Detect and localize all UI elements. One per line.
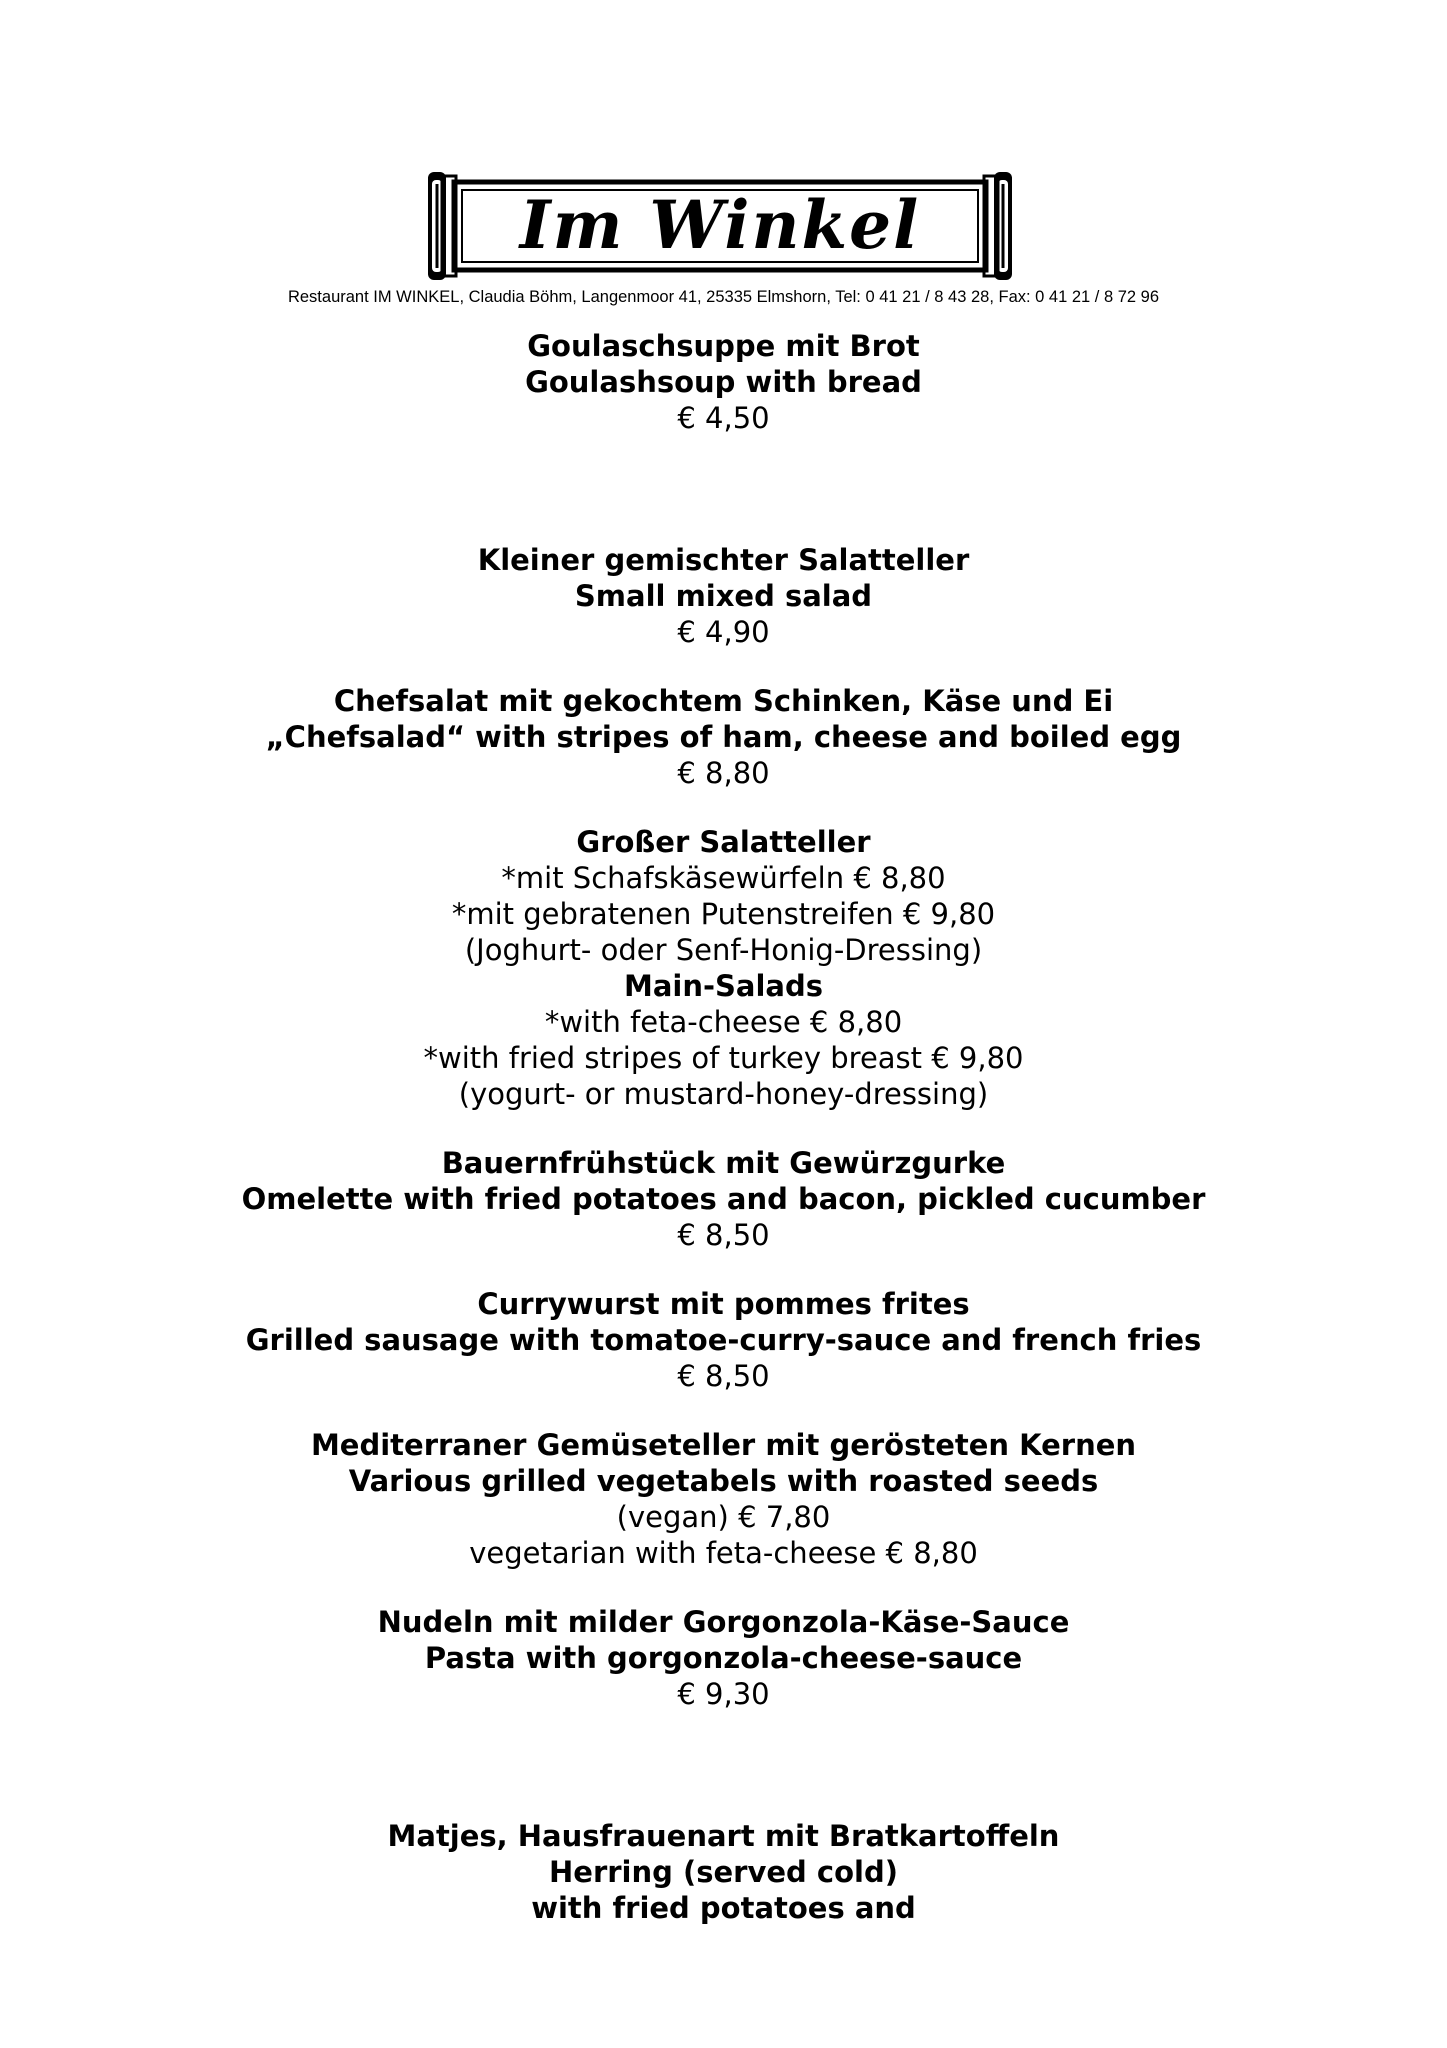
dish-title: Großer Salatteller bbox=[576, 825, 871, 859]
restaurant-logo bbox=[420, 168, 1020, 284]
dish-title: Matjes, Hausfrauenart mit Bratkartoffeln bbox=[387, 1819, 1060, 1853]
dish-detail: *with feta-cheese € 8,80 bbox=[544, 1005, 903, 1039]
dish-detail: *with fried stripes of turkey breast € 9,80 bbox=[423, 1041, 1024, 1075]
dish-title: Small mixed salad bbox=[574, 579, 873, 613]
dish-title: Goulashsoup with bread bbox=[525, 365, 922, 399]
dish-detail: vegetarian with feta-cheese € 8,80 bbox=[469, 1536, 978, 1570]
dish-detail: *mit gebratenen Putenstreifen € 9,80 bbox=[451, 897, 996, 931]
dish-detail: *mit Schafskäsewürfeln € 8,80 bbox=[501, 861, 946, 895]
dish-detail: € 8,50 bbox=[677, 1218, 770, 1252]
dish-title: Main-Salads bbox=[623, 969, 824, 1003]
menu-dish bbox=[0, 542, 1447, 650]
dish-detail: € 4,50 bbox=[677, 401, 770, 435]
svg-text:Im Winkel: Im Winkel bbox=[519, 186, 921, 264]
dish-title: „Chefsalad“ with stripes of ham, cheese and boiled egg bbox=[265, 720, 1182, 754]
menu-list bbox=[0, 328, 1447, 1926]
menu-dish bbox=[0, 824, 1447, 1112]
dish-detail: € 4,90 bbox=[677, 615, 770, 649]
menu-dish bbox=[0, 1286, 1447, 1394]
dish-title: Chefsalat mit gekochtem Schinken, Käse und Ei bbox=[333, 684, 1114, 718]
dish-title: Grilled sausage with tomatoe-curry-sauce and french fries bbox=[245, 1323, 1202, 1357]
dish-detail: (Joghurt- oder Senf-Honig-Dressing) bbox=[464, 933, 983, 967]
dish-title: Bauernfrühstück mit Gewürzgurke bbox=[441, 1146, 1006, 1180]
restaurant-address: Restaurant IM WINKEL, Claudia Böhm, Langenmoor 41, 25335 Elmshorn, Tel: 0 41 21 / 8 43 28, Fax: 0 41 21 / 8 72 96 bbox=[287, 288, 1160, 306]
dish-title: Mediterraner Gemüseteller mit gerösteten Kernen bbox=[310, 1428, 1137, 1462]
dish-detail: (vegan) € 7,80 bbox=[616, 1500, 831, 1534]
dish-detail: € 9,30 bbox=[677, 1677, 770, 1711]
dish-detail: (yogurt- or mustard-honey-dressing) bbox=[458, 1077, 989, 1111]
dish-title: Herring (served cold) bbox=[549, 1855, 898, 1889]
menu-dish bbox=[0, 1427, 1447, 1571]
dish-title: Pasta with gorgonzola-cheese-sauce bbox=[424, 1641, 1023, 1675]
dish-title: Various grilled vegetabels with roasted seeds bbox=[348, 1464, 1099, 1498]
dish-detail: € 8,80 bbox=[677, 756, 770, 790]
menu-dish bbox=[0, 1604, 1447, 1712]
dish-title: Omelette with fried potatoes and bacon, pickled cucumber bbox=[241, 1182, 1206, 1216]
menu-dish bbox=[0, 1818, 1447, 1926]
dish-detail: € 8,50 bbox=[677, 1359, 770, 1393]
dish-title: Nudeln mit milder Gorgonzola-Käse-Sauce bbox=[377, 1605, 1070, 1639]
dish-title: Currywurst mit pommes frites bbox=[477, 1287, 970, 1321]
menu-dish bbox=[0, 328, 1447, 436]
menu-dish bbox=[0, 1145, 1447, 1253]
dish-title: Goulaschsuppe mit Brot bbox=[527, 329, 920, 363]
dish-title: with fried potatoes and bbox=[531, 1891, 916, 1925]
menu-dish bbox=[0, 683, 1447, 791]
dish-title: Kleiner gemischter Salatteller bbox=[477, 543, 970, 577]
